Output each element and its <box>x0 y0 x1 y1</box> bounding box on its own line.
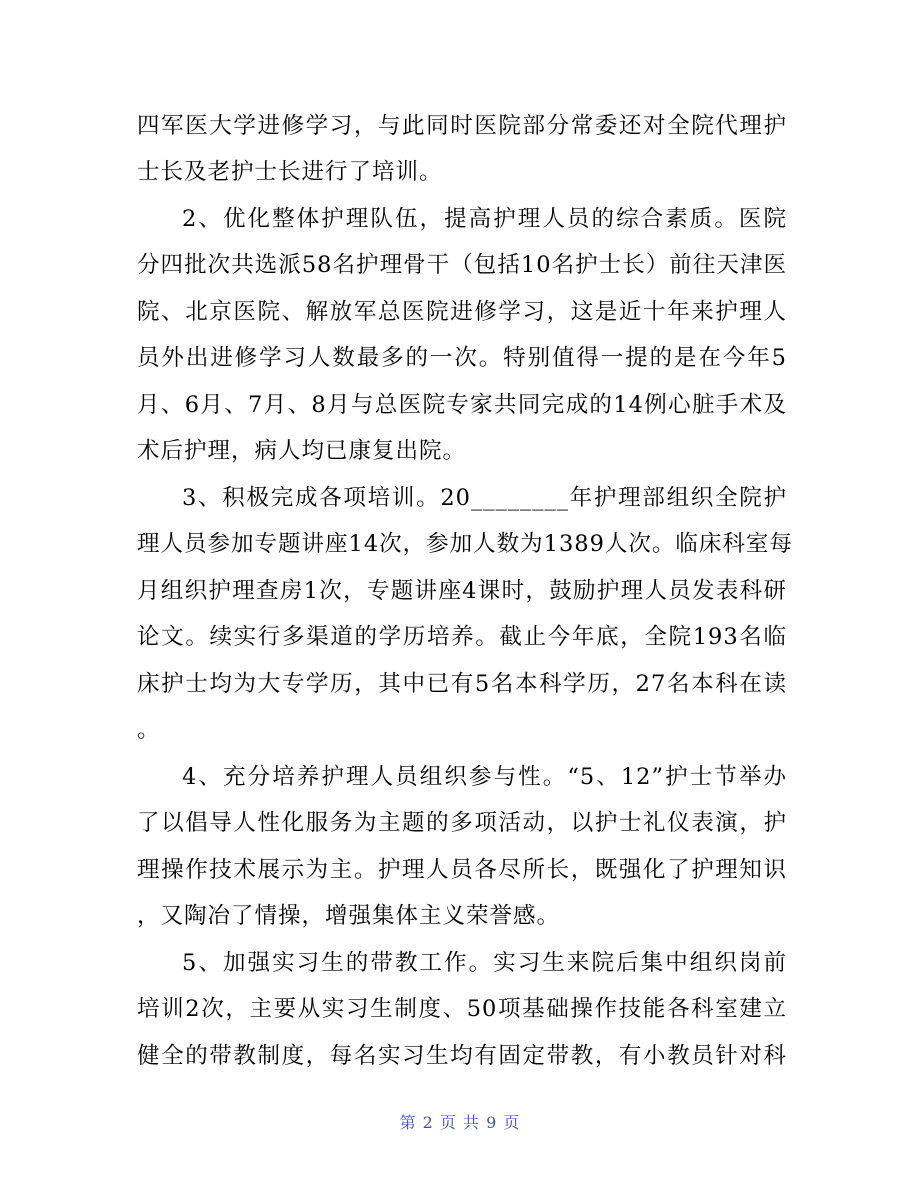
paragraph-start-line: 5、加强实习生的带教工作。实习生来院后集中组织岗前 <box>182 950 787 976</box>
text-line: ，又陶冶了情操，增强集体主义荣誉感。 <box>137 903 561 929</box>
text-line: 。 <box>137 717 161 743</box>
text-line: 论文。续实行多渠道的学历培养。截止今年底，全院193名临 <box>137 624 787 650</box>
text-line: 月、6月、7月、8月与总医院专家共同完成的14例心脏手术及 <box>137 392 787 418</box>
text-line: 月组织护理查房1次，专题讲座4课时，鼓励护理人员发表科研 <box>137 578 787 604</box>
page-number-footer: 第 2 页 共 9 页 <box>399 1113 521 1132</box>
text-line: 健全的带教制度，每名实习生均有固定带教，有小教员针对科 <box>137 1043 787 1069</box>
text-line: 理人员参加专题讲座14次，参加人数为1389人次。临床科室每 <box>137 531 793 557</box>
paragraph-start-line: 3、积极完成各项培训。20________年护理部组织全院护 <box>182 485 787 511</box>
text-line: 士长及老护士长进行了培训。 <box>137 159 443 185</box>
text-line: 术后护理，病人均已康复出院。 <box>137 438 467 464</box>
text-line: 床护士均为大专学历，其中已有5名本科学历，27名本科在读 <box>137 671 787 697</box>
text-line: 院、北京医院、解放军总医院进修学习，这是近十年来护理人 <box>137 299 787 325</box>
paragraph-start-line: 4、充分培养护理人员组织参与性。“5、12”护士节举办 <box>182 764 787 790</box>
paragraph-start-line: 2、优化整体护理队伍，提高护理人员的综合素质。医院 <box>182 206 787 232</box>
text-line: 了以倡导人性化服务为主题的多项活动，以护士礼仪表演，护 <box>137 810 787 836</box>
text-line: 四军医大学进修学习，与此同时医院部分常委还对全院代理护 <box>137 113 787 139</box>
text-line: 理操作技术展示为主。护理人员各尽所长，既强化了护理知识 <box>137 857 787 883</box>
text-line: 培训2次，主要从实习生制度、50项基础操作技能各科室建立 <box>137 996 787 1022</box>
text-line: 员外出进修学习人数最多的一次。特别值得一提的是在今年5 <box>137 345 787 371</box>
text-line: 分四批次共选派58名护理骨干（包括10名护士长）前往天津医 <box>137 252 787 278</box>
